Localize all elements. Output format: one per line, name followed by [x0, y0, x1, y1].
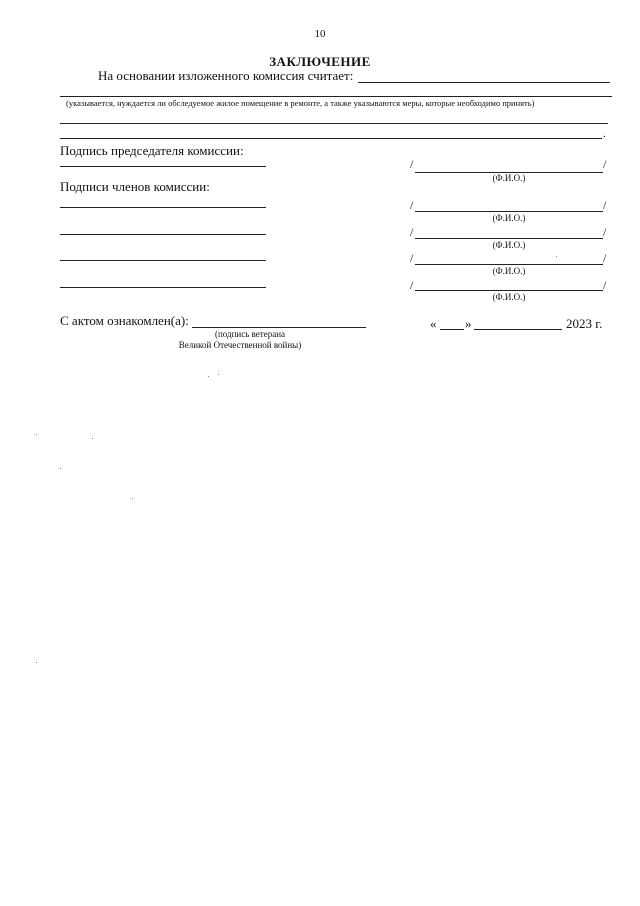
member-2-slash-right: / [603, 225, 607, 239]
ack-signature-line [192, 327, 366, 328]
chairman-fio-caption: (Ф.И.О.) [492, 173, 526, 183]
date-year: 2023 г. [566, 316, 603, 331]
conclusion-line-2 [60, 96, 612, 97]
date-day-line [440, 329, 464, 330]
scan-speck [132, 498, 133, 499]
member-2-slash-left: / [410, 225, 414, 239]
ack-hint-line2: Великой Отечественной войны) [178, 340, 302, 350]
conclusion-line-1 [358, 82, 610, 83]
ack-hint-line1: (подпись ветерана [214, 329, 286, 339]
date-open-quote: « [430, 316, 437, 331]
conclusion-line-4 [60, 138, 602, 139]
chairman-label: Подпись председателя комиссии: [60, 143, 244, 158]
conclusion-hint: (указывается, нуждается ли обследуемое жилое помещение в ремонте, а также указываются меры, которые необходимо принять) [66, 98, 535, 108]
scan-speck [60, 468, 61, 469]
member-4-fio-caption: (Ф.И.О.) [492, 292, 526, 302]
member-3-slash-right: / [603, 251, 607, 265]
scan-speck [36, 662, 37, 663]
intro-text: На основании изложенного комиссия считает: [98, 68, 354, 83]
member-3-slash-left: / [410, 251, 414, 265]
member-2-fio-caption: (Ф.И.О.) [492, 240, 526, 250]
member-4-fio-line [415, 290, 603, 291]
chairman-slash-left: / [410, 157, 414, 171]
chairman-signature-line [60, 166, 266, 167]
member-3-fio-caption: (Ф.И.О.) [492, 266, 526, 276]
member-1-fio-caption: (Ф.И.О.) [492, 213, 526, 223]
member-1-slash-left: / [410, 198, 414, 212]
ack-label: С актом ознакомлен(а): [60, 313, 189, 328]
conclusion-end-dot: . [603, 128, 606, 140]
scan-speck [556, 256, 557, 257]
member-1-fio-line [415, 211, 603, 212]
member-4-slash-left: / [410, 278, 414, 292]
member-1-signature-line [60, 207, 266, 208]
scan-speck [218, 374, 219, 375]
page-number: 10 [314, 28, 326, 40]
member-2-fio-line [415, 238, 603, 239]
member-4-signature-line [60, 287, 266, 288]
member-3-signature-line [60, 260, 266, 261]
members-label: Подписи членов комиссии: [60, 179, 210, 194]
scan-speck [36, 434, 37, 435]
member-2-signature-line [60, 234, 266, 235]
date-month-line [474, 329, 562, 330]
scan-speck [92, 438, 93, 439]
member-1-slash-right: / [603, 198, 607, 212]
conclusion-line-3 [60, 123, 608, 124]
date-close-quote: » [465, 316, 472, 331]
member-3-fio-line [415, 264, 603, 265]
scan-speck [208, 376, 209, 377]
conclusion-title: ЗАКЛЮЧЕНИЕ [269, 54, 371, 69]
member-4-slash-right: / [603, 278, 607, 292]
chairman-slash-right: / [603, 157, 607, 171]
